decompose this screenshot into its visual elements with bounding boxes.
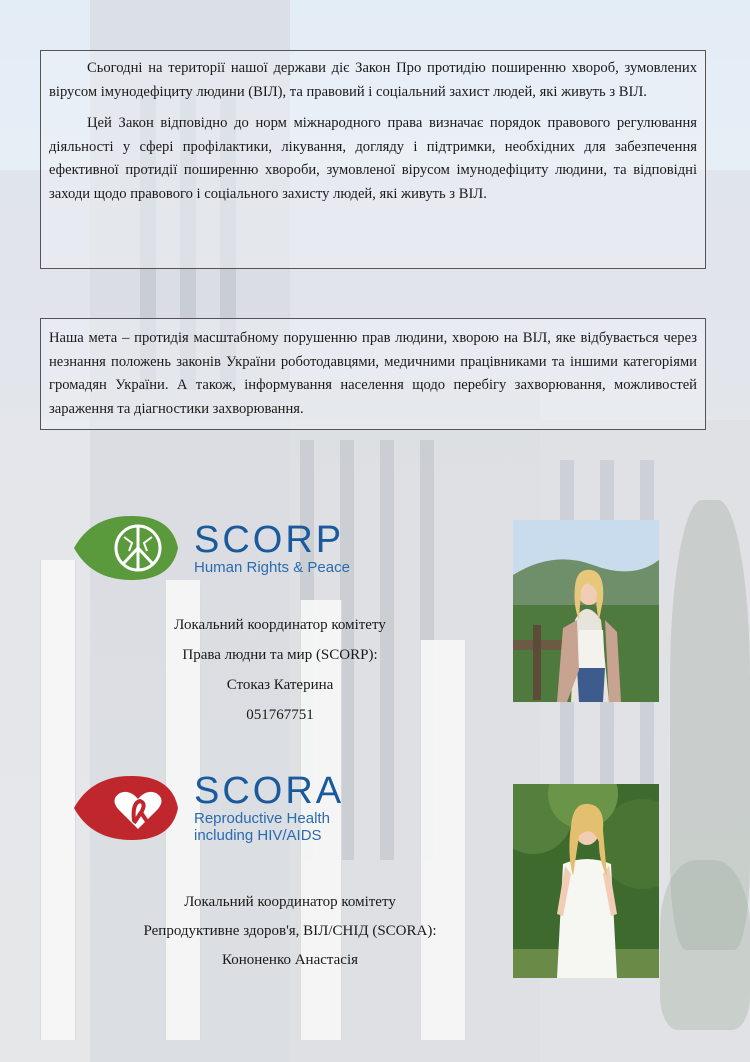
scorp-coordinator-name: Стоказ Катерина	[226, 677, 334, 693]
scora-committee-name: Репродуктивне здоров'я, ВІЛ/СНІД (SCORA):	[143, 923, 437, 939]
scora-coordinator-role: Локальний координатор комітету	[184, 894, 396, 910]
scora-subtitle-line1: Reproductive Health	[194, 810, 330, 827]
scora-coordinator-photo	[513, 784, 659, 978]
law-paragraph-2: Цей Закон відповідно до норм міжнародного права визначає порядок правового регулювання діяльності у сфері профілактики, лікування, догляду і підтримки, необхідних для забезпечення ефективної протидії поширенню хвороби, зумовленої вірусом імунодефіциту людини, та відповідні заходи щодо правового і соціального захисту людей, які живуть з ВІЛ.	[49, 115, 697, 202]
scora-title: SCORA	[194, 770, 345, 812]
scorp-coordinator-block	[80, 610, 480, 730]
scora-coordinator-name: Кононенко Анастасія	[221, 952, 359, 968]
scora-emblem-icon	[72, 773, 180, 843]
law-info-box	[40, 50, 706, 269]
law-paragraph-1: Сьогодні на території нашої держави діє Закон Про протидію поширенню хвороб, зумовлених вірусом імунодефіциту людини (ВІЛ), та правовий і соціальний захист людей, які живуть з ВІЛ.	[49, 60, 697, 100]
scora-coordinator-block	[50, 888, 530, 975]
scorp-coordinator-phone: 051767751	[246, 707, 314, 723]
scora-subtitle-line2: including HIV/AIDS	[194, 827, 322, 844]
scorp-subtitle: Human Rights & Peace	[194, 558, 350, 576]
scorp-emblem-icon	[72, 513, 180, 583]
scorp-title: SCORP	[194, 518, 345, 561]
scorp-coordinator-photo	[513, 520, 659, 702]
scora-logo	[72, 772, 344, 844]
goal-box	[40, 318, 706, 430]
scorp-logo	[72, 513, 350, 583]
scorp-coordinator-role: Локальний координатор комітету	[174, 617, 386, 633]
goal-paragraph: Наша мета – протидія масштабному порушенню прав людини, хворою на ВІЛ, яке відбувається через незнання положень законів України роботодавцями, медичними працівниками та іншими категоріями громадян України. А також, інформування населення щодо перебігу захворювання, можливостей зараження та діагностики захворювання.	[49, 330, 697, 417]
scorp-committee-name: Права людни та мир (SCORP):	[182, 647, 378, 663]
